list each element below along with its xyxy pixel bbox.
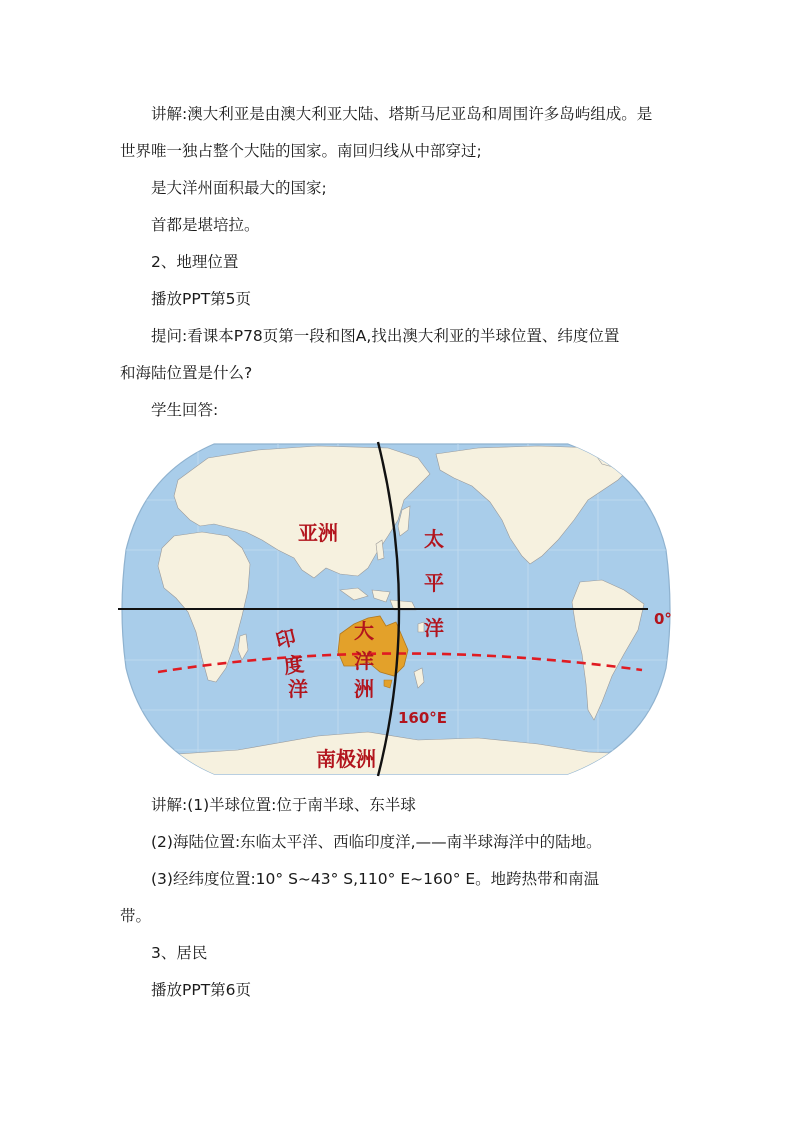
label-pacific-3: 洋 <box>424 616 444 640</box>
paragraph-capital: 首都是堪培拉。 <box>151 216 260 234</box>
label-meridian-160e: 160°E <box>398 709 448 727</box>
label-equator: 0° <box>654 610 672 628</box>
label-oceania-2: 洋 <box>354 649 374 673</box>
label-oceania-1: 大 <box>354 619 374 643</box>
paragraph-explanation-line2: 世界唯一独占整个大陆的国家。南回归线从中部穿过; <box>120 142 482 160</box>
label-pacific-2: 平 <box>424 571 444 595</box>
section-heading-residents: 3、居民 <box>151 944 208 962</box>
paragraph-play-ppt-6: 播放PPT第6页 <box>151 981 252 999</box>
section-heading-location: 2、地理位置 <box>151 253 239 271</box>
label-asia: 亚洲 <box>298 521 338 545</box>
paragraph-coordinates-line2: 带。 <box>120 907 152 925</box>
paragraph-coordinates-line1: (3)经纬度位置:10° S~43° S,110° E~160° E。地跨热带和南温 <box>151 870 600 888</box>
label-indian-2: 度 <box>282 651 306 679</box>
label-oceania-3: 洲 <box>354 677 374 701</box>
paragraph-sea-land: (2)海陆位置:东临太平洋、西临印度洋,——南半球海洋中的陆地。 <box>151 833 602 851</box>
world-map-figure <box>118 440 674 778</box>
paragraph-student-answer: 学生回答: <box>151 401 219 419</box>
label-indian-1: 印 <box>273 624 299 654</box>
world-map-svg <box>118 440 674 778</box>
paragraph-question-line1: 提问:看课本P78页第一段和图A,找出澳大利亚的半球位置、纬度位置 <box>151 327 620 345</box>
paragraph-hemisphere: 讲解:(1)半球位置:位于南半球、东半球 <box>151 796 416 814</box>
paragraph-question-line2: 和海陆位置是什么? <box>120 364 253 382</box>
paragraph-explanation-line1: 讲解:澳大利亚是由澳大利亚大陆、塔斯马尼亚岛和周围许多岛屿组成。是 <box>151 105 653 123</box>
label-indian-3: 洋 <box>288 677 308 701</box>
paragraph-play-ppt-5: 播放PPT第5页 <box>151 290 252 308</box>
label-pacific-1: 太 <box>424 527 444 551</box>
paragraph-largest-country: 是大洋州面积最大的国家; <box>151 179 327 197</box>
label-antarctica: 南极洲 <box>316 747 376 771</box>
